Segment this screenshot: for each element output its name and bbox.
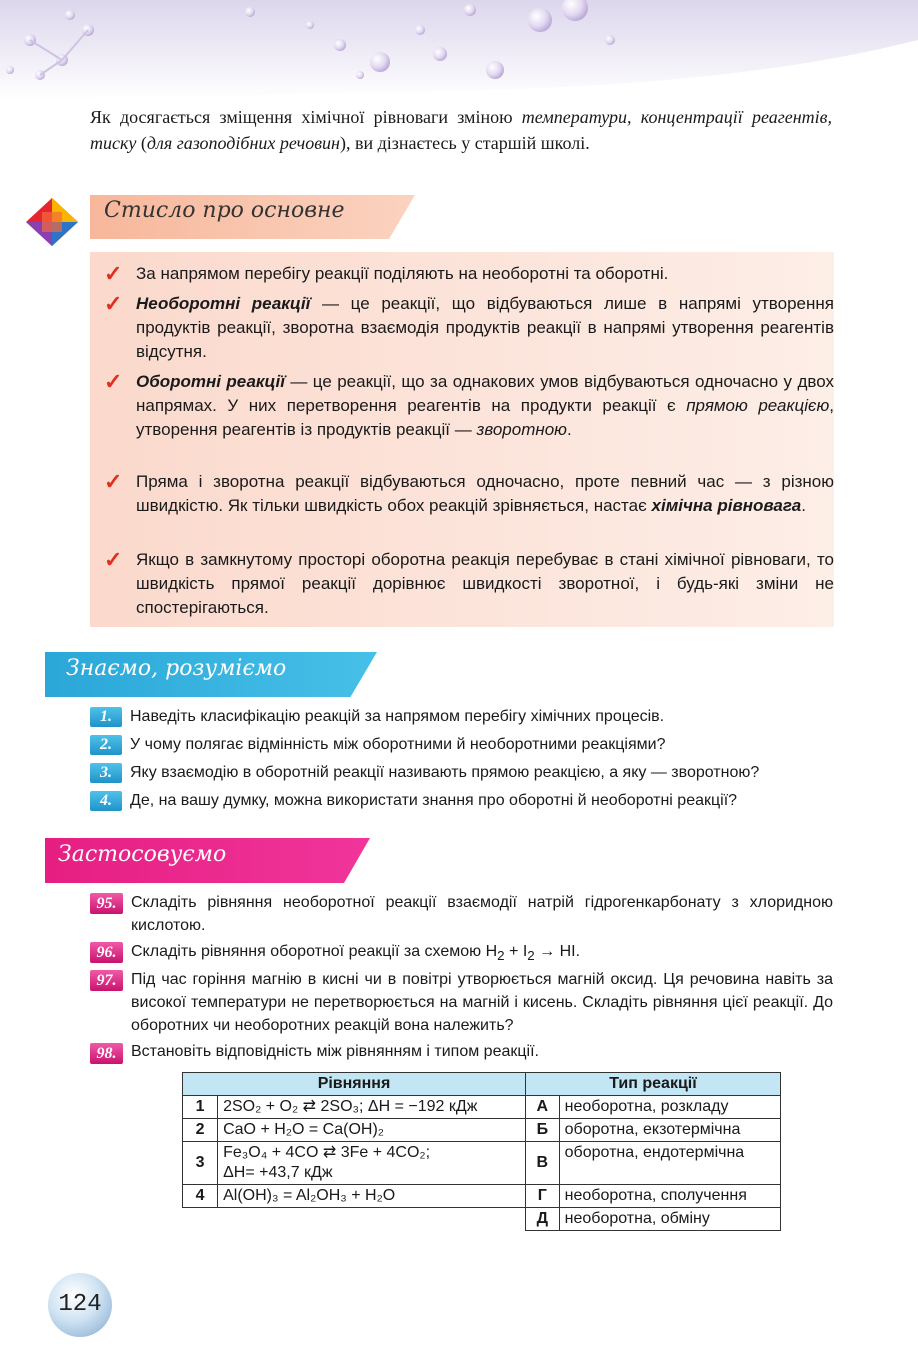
summary-item-4: Пряма і зворотна реакції відбуваються одночасно, проте певний час — з різною швидкістю. Як тільки швидкість обох реакцій зрівняється, настає хімічна рівновага. xyxy=(136,472,834,515)
row-number: 1 xyxy=(183,1096,218,1119)
matching-table xyxy=(182,1072,781,1231)
type-letter: Г xyxy=(526,1185,560,1208)
know-heading: Знаємо, розуміємо xyxy=(66,656,287,681)
type-cell: необоротна, сполучення xyxy=(559,1185,780,1208)
apply-heading: Застосовуємо xyxy=(58,842,227,867)
question-item: 3. Яку взаємодію в оборотній реакції називають прямою реакцією, а яку — зворотною? xyxy=(90,762,840,784)
summary-diamond-icon xyxy=(24,196,80,248)
check-icon: ✓ xyxy=(104,291,123,316)
table-row xyxy=(183,1142,781,1185)
summary-heading: Стисло про основне xyxy=(104,198,345,223)
equation-cell: 2SO₂ + O₂ ⇄ 2SO₃; ΔH = −192 кДж xyxy=(218,1096,526,1119)
header-bubbles-decoration xyxy=(0,0,918,100)
row-number: 4 xyxy=(183,1185,218,1208)
header-equation: Рівняння xyxy=(183,1073,526,1096)
question-item: 1. Наведіть класифікацію реакцій за напрямом перебігу хімічних процесів. xyxy=(90,706,840,728)
task-98: Встановіть відповідність між рівнянням і типом реакції. xyxy=(131,1043,539,1060)
check-icon: ✓ xyxy=(104,469,123,494)
task-number: 98. xyxy=(90,1043,123,1064)
type-letter: В xyxy=(526,1142,560,1185)
task-number: 96. xyxy=(90,942,123,963)
summary-item-5: Якщо в замкнутому просторі оборотна реакція перебуває в стані хімічної рівноваги, то швидкість прямої реакції дорівнює швидкості зворотної, і будь-які зміни не спостерігаються. xyxy=(136,550,834,617)
check-icon: ✓ xyxy=(104,547,123,572)
task-97: Під час горіння магнію в кисні чи в повітрі утворюється магній оксид. Ця речовина навіть за високої температури не перетворюється на магній і кисень. Складіть рівняння цієї реакції. До оборотних чи необоротних реакцій вона належить? xyxy=(131,971,833,1034)
question-number: 4. xyxy=(90,791,122,811)
table-row xyxy=(183,1119,781,1142)
header-type: Тип реакції xyxy=(526,1073,781,1096)
page-number: 124 xyxy=(48,1273,112,1337)
type-letter: А xyxy=(526,1096,560,1119)
type-cell: оборотна, ендотермічна xyxy=(559,1142,780,1185)
question-item: 4. Де, на вашу думку, можна використати знання про оборотні й необоротні реакції? xyxy=(90,790,840,812)
bubbles-image xyxy=(0,0,918,100)
table-row xyxy=(183,1185,781,1208)
question-number: 1. xyxy=(90,707,122,727)
table-header-row xyxy=(183,1073,781,1096)
check-icon: ✓ xyxy=(104,261,123,286)
question-number: 3. xyxy=(90,763,122,783)
summary-item-3: Оборотні реакції — це реакції, що за однакових умов відбуваються одночасно у двох напрямах. У них перетворення реагентів на продукти реакції є прямою реакцією, утворення реагентів із продуктів реакції — зворотною. xyxy=(136,372,834,439)
equation-cell: Al(OH)₃ = Al₂OH₃ + H₂O xyxy=(218,1185,526,1208)
type-cell: необоротна, розкладу xyxy=(559,1096,780,1119)
check-icon: ✓ xyxy=(104,369,123,394)
type-cell: оборотна, екзотермічна xyxy=(559,1119,780,1142)
task-96: Складіть рівняння оборотної реакції за схемою $H_2 + I_2$ → HI. xyxy=(131,943,581,964)
intro-paragraph: Як досягається зміщення хімічної рівноваги зміною температури, концентрації реагентів, тиску (для газоподібних речовин), ви дізнаєтесь у старшій школі. xyxy=(90,107,832,153)
question-item: 2. У чому полягає відмінність між оборотними й необоротними реакціями? xyxy=(90,734,840,756)
equation-cell: Fe₃O₄ + 4CO ⇄ 3Fe + 4CO₂; ΔH= +43,7 кДж xyxy=(218,1142,526,1185)
question-number: 2. xyxy=(90,735,122,755)
type-letter: Б xyxy=(526,1119,560,1142)
row-number: 3 xyxy=(183,1142,218,1185)
table-row xyxy=(183,1096,781,1119)
row-number: 2 xyxy=(183,1119,218,1142)
task-number: 97. xyxy=(90,970,123,991)
table-row xyxy=(183,1208,781,1231)
summary-item-1: За напрямом перебігу реакції поділяють на необоротні та оборотні. xyxy=(136,264,669,283)
task-95: Складіть рівняння необоротної реакції взаємодії натрій гідрогенкарбонату з хлоридною кислотою. xyxy=(131,894,833,934)
type-letter: Д xyxy=(526,1208,560,1231)
type-cell: необоротна, обміну xyxy=(559,1208,780,1231)
summary-item-2: Необоротні реакції — це реакції, що відбуваються лише в напрямі утворення продуктів реакції, зворотна взаємодія продуктів реакції в напрямі утворення реагентів відсутня. xyxy=(136,294,834,361)
equation-cell: CaO + H₂O = Ca(OH)₂ xyxy=(218,1119,526,1142)
task-number: 95. xyxy=(90,893,123,914)
